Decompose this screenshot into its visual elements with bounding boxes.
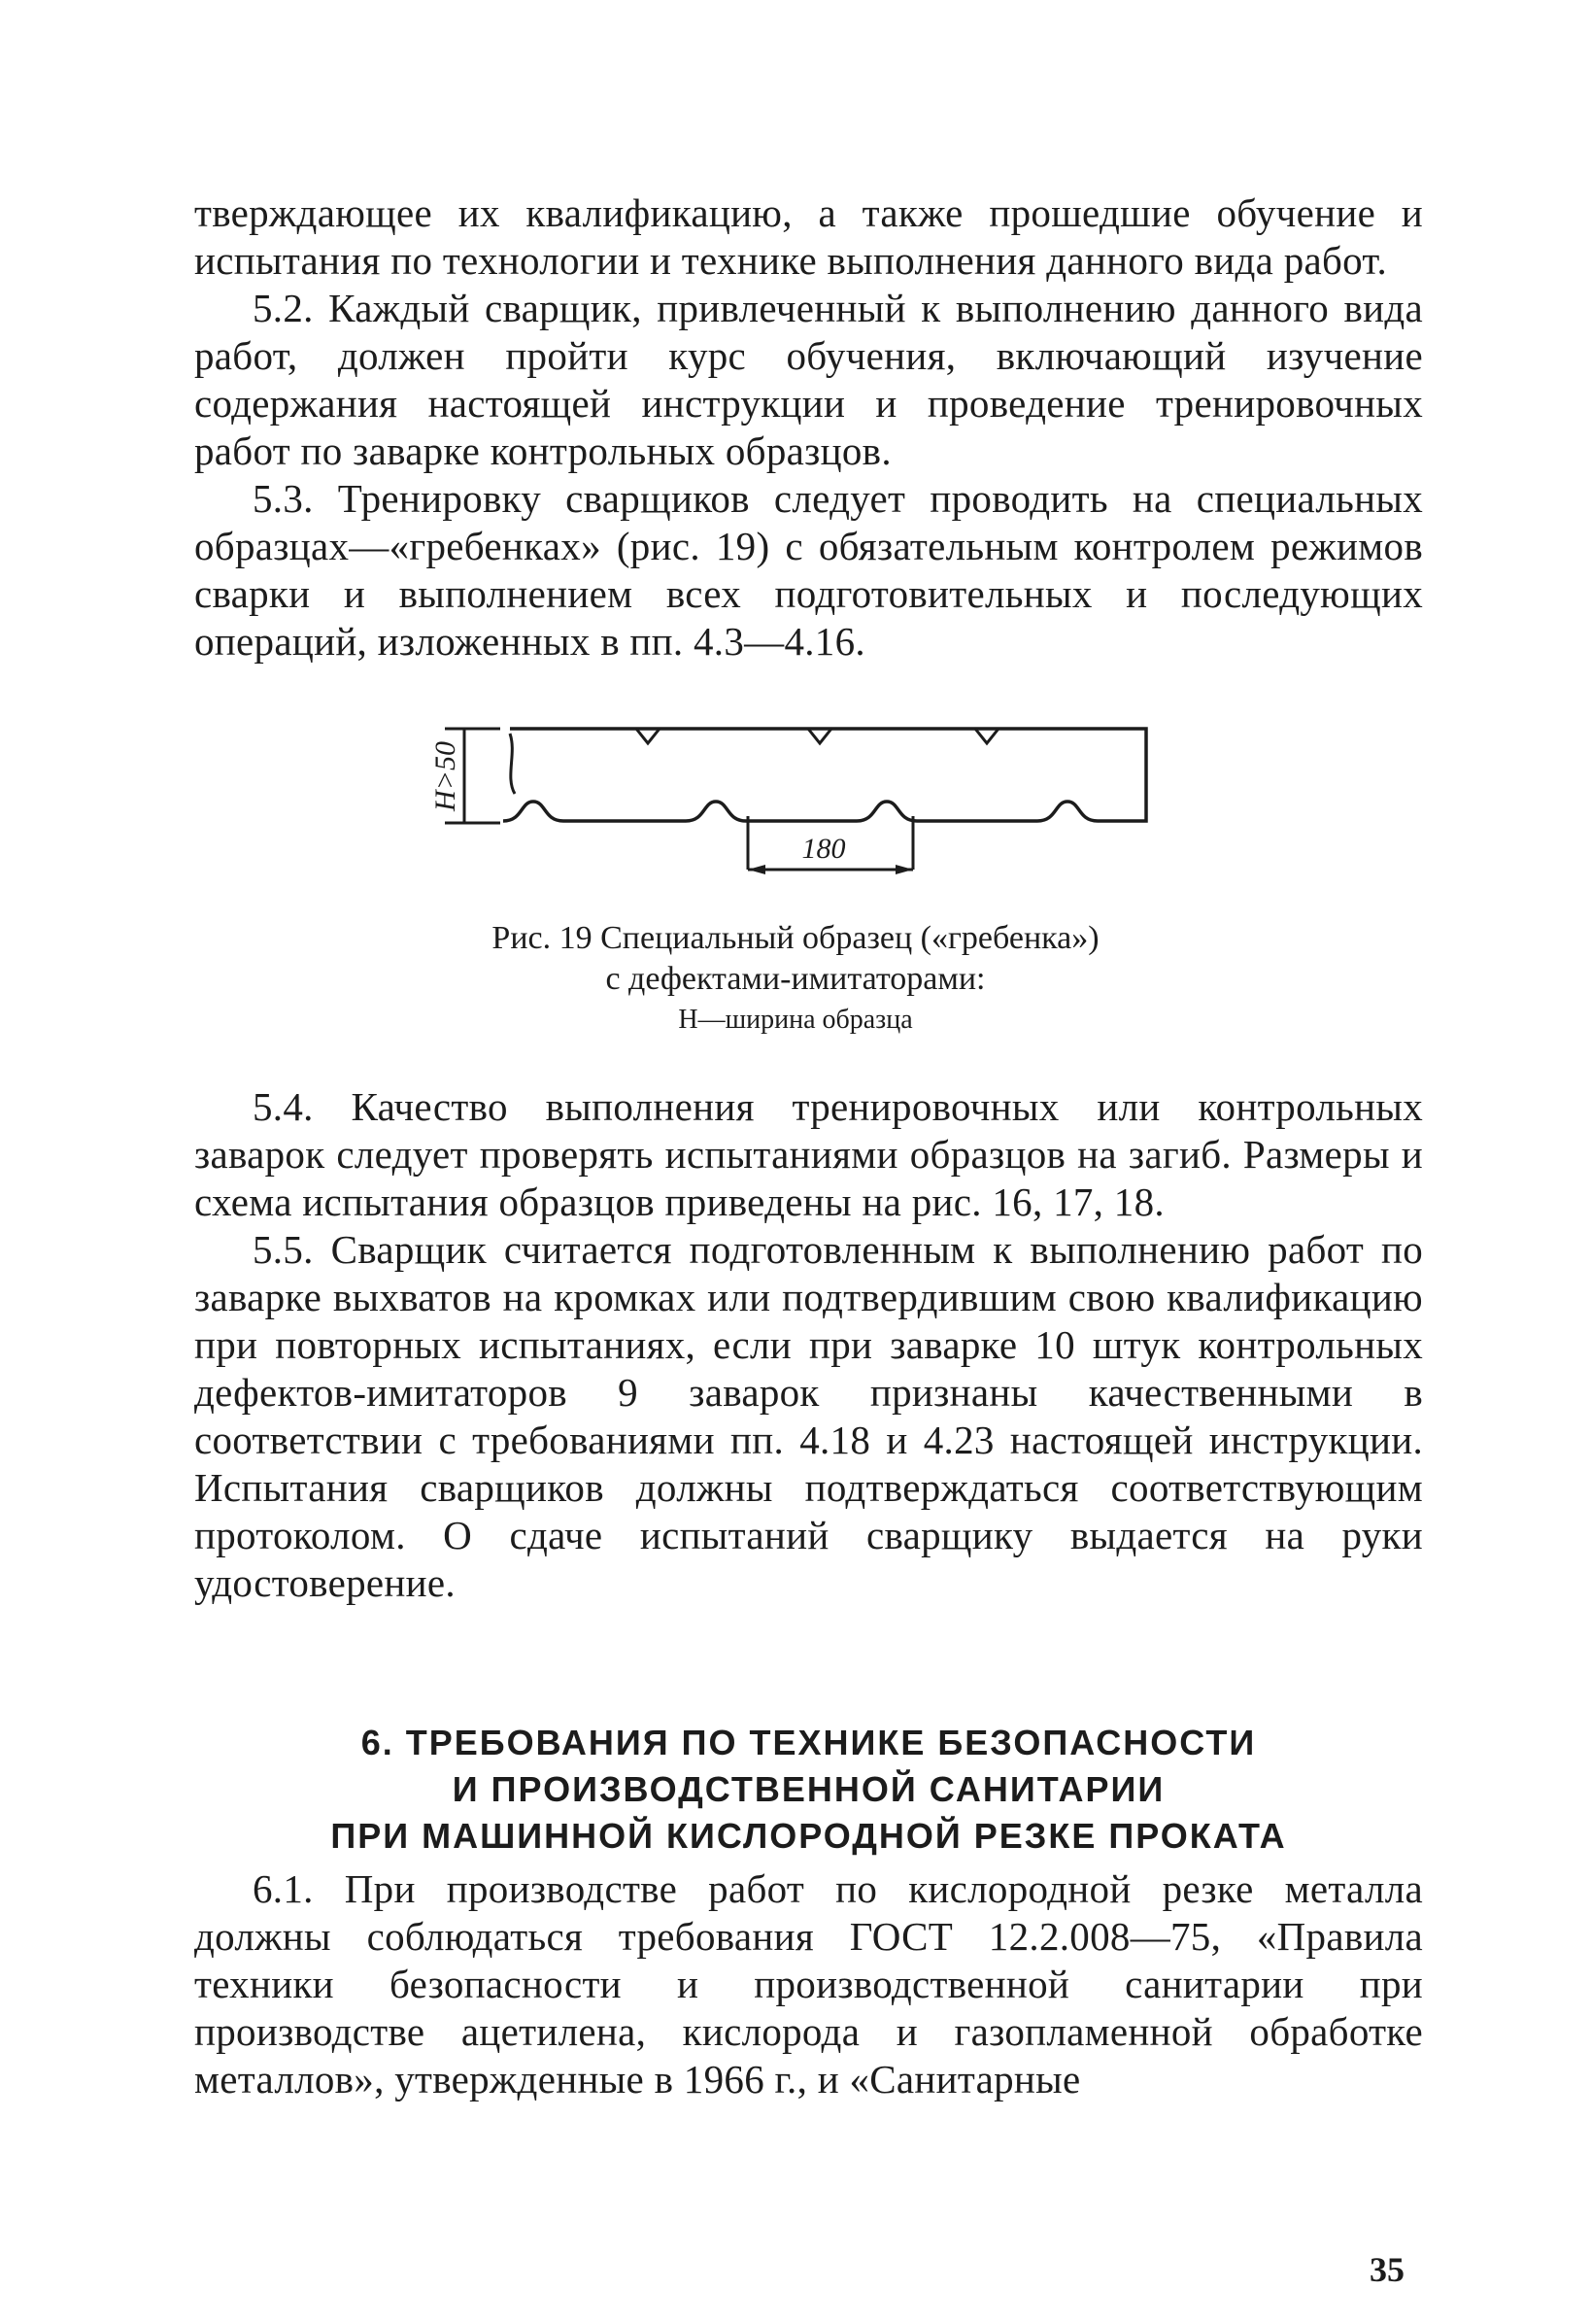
height-label: H>50: [429, 741, 461, 811]
paragraph-5-4: 5.4. Качество выполнения тренировочных или контрольных заварок следует проверять испытаниями образцов на загиб. Размеры и схема испытания образцов приведены на рис. 16, 17, 18.: [194, 1084, 1423, 1224]
bottom-text-block: [194, 1865, 1423, 2103]
paragraph-5-2: 5.2. Каждый сварщик, привлеченный к выполнению данного вида работ, должен пройти курс обучения, включающий изучение содержания настоящей инструкции и проведение тренировочных работ по заварке контрольных образцов.: [194, 286, 1423, 473]
figure-caption: [291, 918, 1300, 1041]
section-6-heading: [194, 1720, 1423, 1860]
width-arrow-right: [896, 865, 913, 874]
left-end-cut: [510, 734, 515, 794]
section-title-line-1: 6. ТРЕБОВАНИЯ ПО ТЕХНИКЕ БЕЗОПАСНОСТИ: [360, 1723, 1257, 1762]
caption-note: H—ширина образца: [678, 1005, 913, 1035]
section-title-line-2: И ПРОИЗВОДСТВЕННОЙ САНИТАРИИ: [452, 1769, 1166, 1809]
comb-specimen-drawing: [427, 724, 1185, 904]
paragraph-5-5: 5.5. Сварщик считается подготовленным к выполнению работ по заварке выхватов на кромках или подтвердившим свою квалификацию при повторных испытаниях, если при заварке 10 штук контрольных дефектов-имитаторов 9 заварок признаны качественными в соответствии с требованиями пп. 4.18 и 4.23 настоящей инструкции. Испытания сварщиков должны подтверждаться соответствующим протоколом. О сдаче испытаний сварщику выдается на руки удостоверение.: [194, 1227, 1423, 1605]
page-number: 35: [1370, 2250, 1405, 2289]
top-notch-2: [808, 729, 831, 743]
paragraph-6-1: 6.1. При производстве работ по кислородной резке металла должны соблюдаться требования ГОСТ 12.2.008—75, «Правила техники безопасности и производственной санитарии при производстве ацетилена, кислорода и газопламенной обработке металлов», утвержденные в 1966 г., и «Санитарные: [194, 1866, 1423, 2102]
comb-specimen-outline: [503, 729, 1146, 821]
top-notch-3: [975, 729, 999, 743]
middle-text-block: [194, 1083, 1423, 1607]
width-label: 180: [801, 833, 846, 865]
width-arrow-left: [748, 865, 765, 874]
caption-line-1: Рис. 19 Специальный образец («гребенка»): [491, 920, 1100, 956]
figure-19-comb-specimen: [427, 724, 1185, 904]
top-text-block: [194, 189, 1423, 666]
paragraph-5-3: 5.3. Тренировку сварщиков следует проводить на специальных образцах—«гребенках» (рис. 19) с обязательным контролем режимов сварки и выполнением всех подготовительных и последующих операций, изложенных в пп. 4.3—4.16.: [194, 476, 1423, 664]
caption-line-2: с дефектами-имитаторами:: [605, 961, 986, 997]
paragraph-continuation: тверждающее их квалификацию, а также прошедшие обучение и испытания по технологии и технике выполнения данного вида работ.: [194, 190, 1423, 283]
section-title-line-3: ПРИ МАШИННОЙ КИСЛОРОДНОЙ РЕЗКЕ ПРОКАТА: [330, 1816, 1287, 1856]
top-notch-1: [636, 729, 660, 743]
